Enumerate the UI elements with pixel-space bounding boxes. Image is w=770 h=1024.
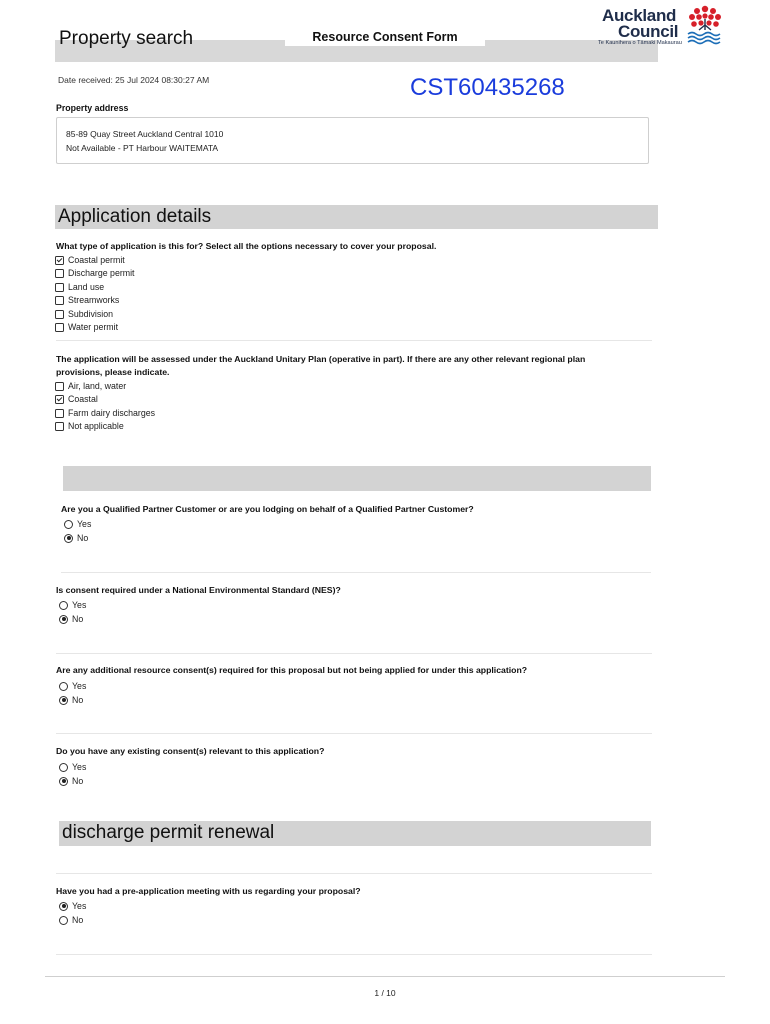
- radio-icon[interactable]: [59, 916, 68, 925]
- option-label: Yes: [77, 519, 92, 529]
- application-details-heading-bar: [55, 205, 658, 229]
- option-label: Yes: [72, 600, 87, 610]
- existing-consents-yes[interactable]: [59, 762, 86, 772]
- pre-application-no[interactable]: [59, 915, 83, 925]
- option-label: Farm dairy discharges: [68, 408, 156, 418]
- regional-plan-question-line-1: The application will be assessed under the Auckland Unitary Plan (operative in part). If there are any other relevant regional plan: [56, 354, 586, 364]
- plan-option-not-applicable[interactable]: [55, 421, 124, 431]
- option-label: Not applicable: [68, 421, 124, 431]
- property-address-label: Property address: [56, 103, 129, 113]
- type-option-discharge-permit[interactable]: [55, 268, 135, 278]
- checkbox-icon[interactable]: [55, 382, 64, 391]
- date-received: Date received: 25 Jul 2024 08:30:27 AM: [58, 75, 210, 85]
- option-label: Yes: [72, 762, 87, 772]
- additional-consents-yes[interactable]: [59, 681, 86, 691]
- address-line-2: Not Available - PT Harbour WAITEMATA: [66, 143, 219, 153]
- option-label: Land use: [68, 282, 105, 292]
- logo-word-2: Council: [618, 22, 679, 41]
- divider: [56, 733, 652, 734]
- checkbox-icon[interactable]: [55, 283, 64, 292]
- divider: [56, 873, 652, 874]
- option-label: Air, land, water: [68, 381, 127, 391]
- divider: [56, 653, 652, 654]
- nes-yes[interactable]: [59, 600, 86, 610]
- option-label: No: [72, 915, 84, 925]
- form-title: Resource Consent Form: [285, 28, 485, 46]
- option-label: No: [77, 533, 89, 543]
- radio-icon[interactable]: [64, 520, 73, 529]
- nes-no[interactable]: [59, 614, 83, 624]
- plan-option-coastal[interactable]: [55, 394, 98, 404]
- checkbox-checked-icon[interactable]: [55, 395, 64, 404]
- radio-selected-icon[interactable]: [59, 615, 68, 624]
- radio-icon[interactable]: [59, 601, 68, 610]
- consent-reference-number: CST60435268: [410, 74, 565, 101]
- radio-icon[interactable]: [59, 763, 68, 772]
- address-line-1: 85-89 Quay Street Auckland Central 1010: [66, 129, 224, 139]
- option-label: Streamworks: [68, 295, 120, 305]
- logo-tagline: Te Kaunihera o Tāmaki Makaurau: [598, 40, 682, 46]
- checkbox-icon[interactable]: [55, 296, 64, 305]
- page-number: 1 / 10: [374, 988, 396, 998]
- type-option-streamworks[interactable]: [55, 295, 119, 305]
- option-label: No: [72, 695, 84, 705]
- pre-application-yes[interactable]: [59, 901, 86, 911]
- option-label: Water permit: [68, 322, 119, 332]
- checkbox-icon[interactable]: [55, 422, 64, 431]
- option-label: Discharge permit: [68, 268, 135, 278]
- existing-consents-no[interactable]: [59, 776, 83, 786]
- checkbox-icon[interactable]: [55, 269, 64, 278]
- radio-selected-icon[interactable]: [59, 902, 68, 911]
- discharge-permit-renewal-heading-bar: [59, 821, 651, 846]
- divider: [56, 340, 652, 341]
- qualified-partner-yes[interactable]: [64, 519, 91, 529]
- type-option-coastal-permit[interactable]: [55, 255, 125, 265]
- logo-word-1: Auckland: [602, 6, 677, 25]
- nes-question: Is consent required under a National Environmental Standard (NES)?: [56, 585, 341, 595]
- radio-selected-icon[interactable]: [59, 696, 68, 705]
- type-option-land-use[interactable]: [55, 282, 104, 292]
- qualified-partner-question: Are you a Qualified Partner Customer or are you lodging on behalf of a Qualified Partner Customer?: [61, 504, 474, 514]
- property-search-heading: Property search: [59, 28, 194, 49]
- option-label: No: [72, 776, 84, 786]
- application-details-heading: Application details: [58, 206, 212, 227]
- divider: [61, 572, 651, 573]
- option-label: Coastal permit: [68, 255, 125, 265]
- checkbox-checked-icon[interactable]: [55, 256, 64, 265]
- radio-selected-icon[interactable]: [59, 777, 68, 786]
- pohutukawa-flower-icon: [684, 3, 726, 47]
- additional-consents-no[interactable]: [59, 695, 83, 705]
- qualified-partner-no[interactable]: [64, 533, 88, 543]
- option-label: Coastal: [68, 394, 98, 404]
- existing-consents-question: Do you have any existing consent(s) relevant to this application?: [56, 746, 325, 756]
- checkbox-icon[interactable]: [55, 310, 64, 319]
- property-address-box: [56, 117, 649, 164]
- additional-consents-question: Are any additional resource consent(s) required for this proposal but not being applied for under this application?: [56, 665, 528, 675]
- option-label: Yes: [72, 681, 87, 691]
- footer-divider: [45, 976, 725, 977]
- discharge-permit-renewal-heading: discharge permit renewal: [62, 822, 275, 843]
- plan-option-farm-dairy[interactable]: [55, 408, 155, 418]
- blank-section-heading-bar: [63, 466, 651, 491]
- divider: [56, 954, 652, 955]
- radio-selected-icon[interactable]: [64, 534, 73, 543]
- auckland-council-logo: [598, 3, 722, 49]
- type-option-subdivision[interactable]: [55, 309, 113, 319]
- regional-plan-question-line-2: provisions, please indicate.: [56, 367, 170, 377]
- checkbox-icon[interactable]: [55, 323, 64, 332]
- option-label: Subdivision: [68, 309, 113, 319]
- option-label: Yes: [72, 901, 87, 911]
- radio-icon[interactable]: [59, 682, 68, 691]
- plan-option-air-land-water[interactable]: [55, 381, 126, 391]
- application-type-question: What type of application is this for? Select all the options necessary to cover your proposal.: [56, 241, 437, 251]
- pre-application-question: Have you had a pre-application meeting with us regarding your proposal?: [56, 886, 361, 896]
- checkbox-icon[interactable]: [55, 409, 64, 418]
- option-label: No: [72, 614, 84, 624]
- type-option-water-permit[interactable]: [55, 322, 118, 332]
